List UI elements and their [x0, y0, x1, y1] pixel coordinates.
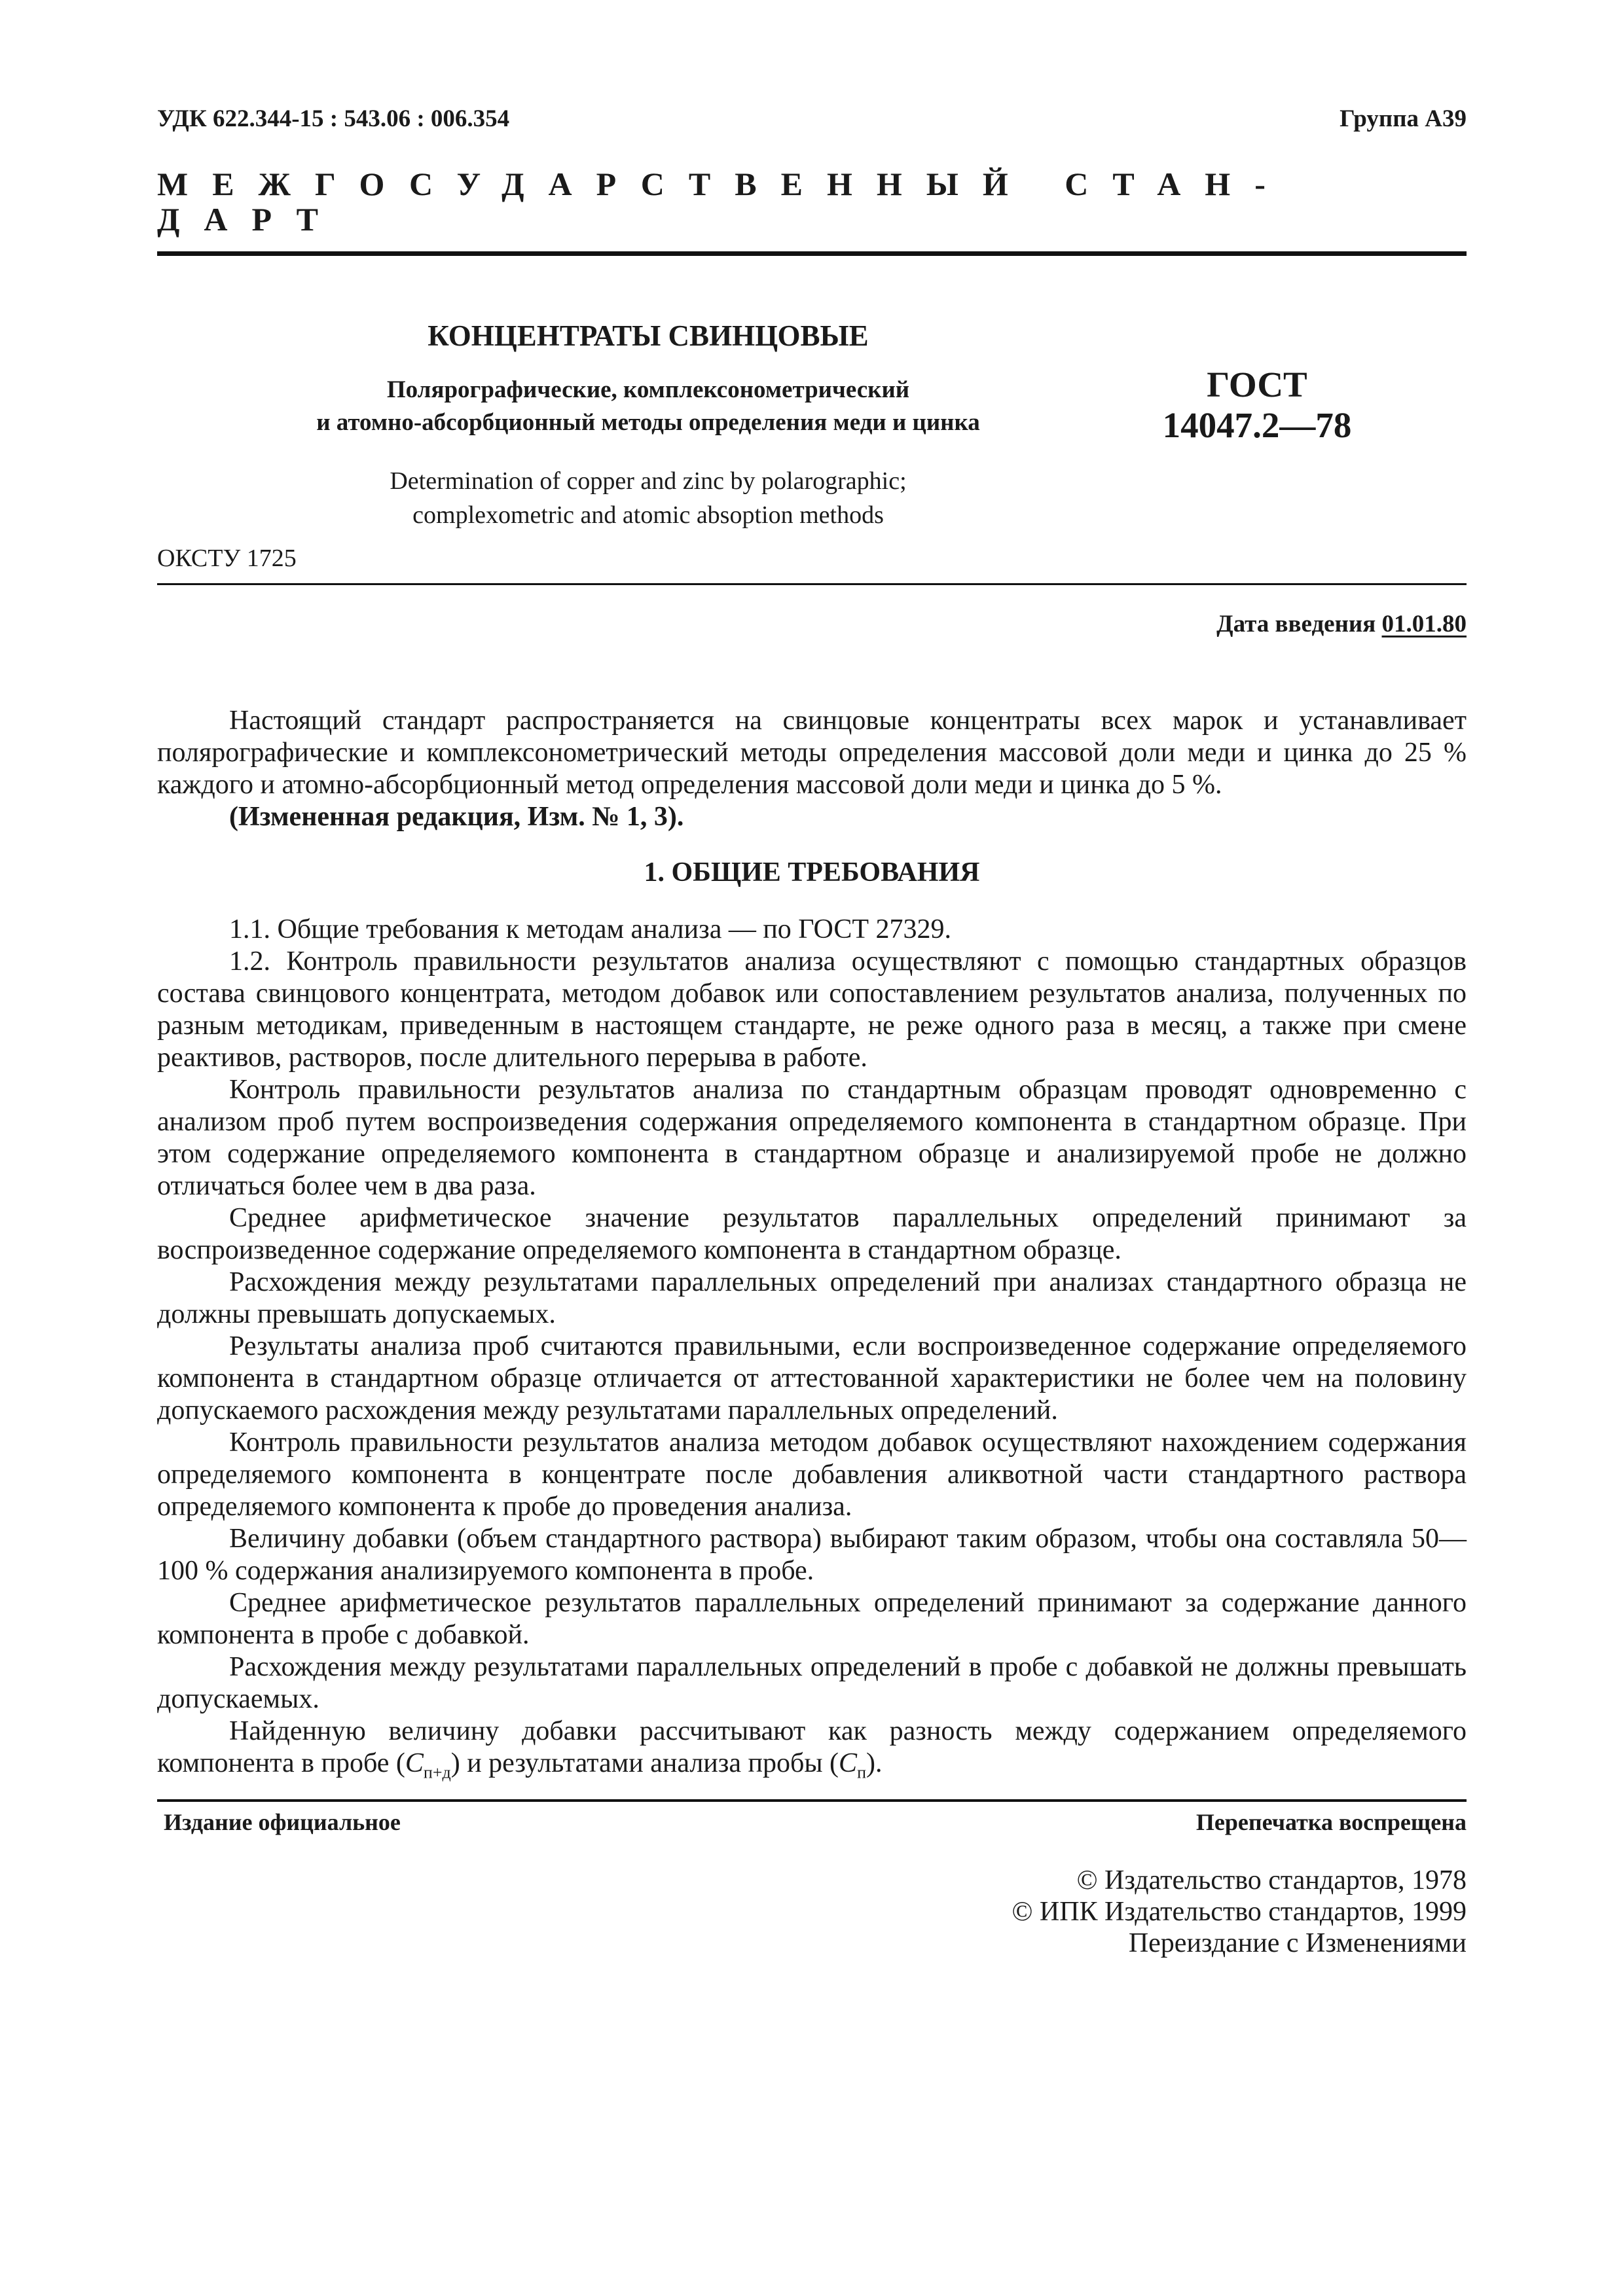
formula-subscript-sample: п	[857, 1763, 866, 1782]
paragraph: Расхождения между результатами параллельных определений в пробе с добавкой не должны превышать допускаемых.	[157, 1652, 1467, 1714]
title-rule	[157, 583, 1467, 585]
amendment-note: (Измененная редакция, Изм. № 1, 3).	[229, 802, 684, 832]
subtitle-line-2: и атомно-абсорбционный методы определения меди и цинка	[316, 409, 980, 436]
intro-paragraph: Настоящий стандарт распространяется на свинцовые концентраты всех марок и устанавливает полярографические и комплексонометрический методы определения массовой доли меди и цинка до 25 % каждого и атомно-абсорбционный метод определения массовой доли меди и цинка до 5 %.	[157, 706, 1467, 800]
english-line-2: complexometric and atomic absoption methods	[412, 501, 884, 529]
english-title	[157, 464, 1139, 532]
okstu-code: ОКСТУ 1725	[157, 545, 297, 572]
header-rule	[157, 251, 1467, 256]
paragraph: 1.1. Общие требования к методам анализа — по ГОСТ 27329.	[229, 914, 952, 944]
formula-paragraph	[157, 1715, 1467, 1780]
paragraph: Расхождения между результатами параллельных определений при анализах стандартного образца не должны превышать допускаемых.	[157, 1267, 1467, 1329]
subtitle-line-1: Полярографические, комплексонометрический	[386, 376, 910, 403]
group-code: Группа А39	[1340, 105, 1467, 132]
introduction-date	[157, 610, 1467, 643]
document-body	[157, 705, 1467, 1780]
intro-date-value: 01.01.80	[1381, 611, 1467, 637]
gost-label: ГОСТ	[1207, 365, 1307, 404]
formula-text-mid: ) и результатами анализа пробы (	[450, 1748, 839, 1778]
formula-symbol-c: C	[839, 1748, 858, 1778]
copyright-line-1: © Издательство стандартов, 1978	[1076, 1865, 1467, 1895]
paragraph: 1.2. Контроль правильности результатов анализа осуществляют с помощью стандартных образцов состава свинцового концентрата, методом добавок или сопоставлением результатов анализа, полученных по разным методикам, приведенным в настоящем стандарте, не реже одного раза в месяц, а также при смене реактивов, растворов, после длительного перерыва в работе.	[157, 946, 1467, 1073]
reprint-prohibited-note: Перепечатка воспрещена	[1195, 1809, 1467, 1835]
english-line-1: Determination of copper and zinc by polarographic;	[390, 467, 907, 495]
copyright-block	[157, 1865, 1467, 1959]
intro-date-label: Дата введения	[1216, 611, 1376, 637]
gost-number: 14047.2—78	[1162, 405, 1352, 445]
gost-designation	[1120, 365, 1395, 446]
udk-code: УДК 622.344-15 : 543.06 : 006.354	[157, 105, 510, 132]
document-subtitle	[157, 374, 1139, 439]
footer-line	[157, 1802, 1467, 1844]
formula-text-start: Найденную величину добавки рассчитывают как разность между содержанием определяемого компонента в пробе (	[157, 1716, 1467, 1778]
formula-symbol-c: C	[405, 1748, 424, 1778]
formula-text-end: ).	[866, 1748, 883, 1778]
document-page	[157, 98, 1467, 1959]
paragraph: Результаты анализа проб считаются правильными, если воспроизведенное содержание определяемого компонента в стандартном образце отличается от аттестованной характеристики не более чем на половину допускаемого расхождения между результатами параллельных определений.	[157, 1331, 1467, 1426]
paragraph: Среднее арифметическое значение результатов параллельных определений принимают за воспроизведенное содержание определяемого компонента в стандартном образце.	[157, 1203, 1467, 1265]
paragraph: Среднее арифметическое результатов параллельных определений принимают за содержание данного компонента в пробе с добавкой.	[157, 1588, 1467, 1650]
document-title: КОНЦЕНТРАТЫ СВИНЦОВЫЕ	[428, 319, 869, 352]
official-edition-note: Издание официальное	[164, 1809, 401, 1835]
interstate-standard-banner: МЕЖГОСУДАРСТВЕННЫЙ СТАН- ДАРТ	[157, 166, 1290, 238]
paragraph: Величину добавки (объем стандартного раствора) выбирают таким образом, чтобы она составляла 50—100 % содержания анализируемого компонента в пробе.	[157, 1524, 1467, 1586]
header-line	[157, 98, 1467, 137]
paragraph: Контроль правильности результатов анализа методом добавок осуществляют нахождением содержания определяемого компонента в концентрате после добавления аликвотной части стандартного раствора определяемого компонента к пробе до проведения анализа.	[157, 1427, 1467, 1522]
reissue-note: Переиздание с Изменениями	[1128, 1928, 1467, 1958]
paragraph: Контроль правильности результатов анализа по стандартным образцам проводят одновременно с анализом проб путем воспроизведения содержания определяемого компонента в стандартном образце. При этом содержание определяемого компонента в стандартном образце и анализируемой пробе не должно отличаться более чем в два раза.	[157, 1075, 1467, 1201]
title-block	[157, 256, 1467, 583]
copyright-line-2: © ИПК Издательство стандартов, 1999	[1012, 1897, 1467, 1927]
section-heading: 1. ОБЩИЕ ТРЕБОВАНИЯ	[644, 857, 980, 888]
formula-subscript-sample-plus-addition: п+д	[423, 1763, 451, 1782]
